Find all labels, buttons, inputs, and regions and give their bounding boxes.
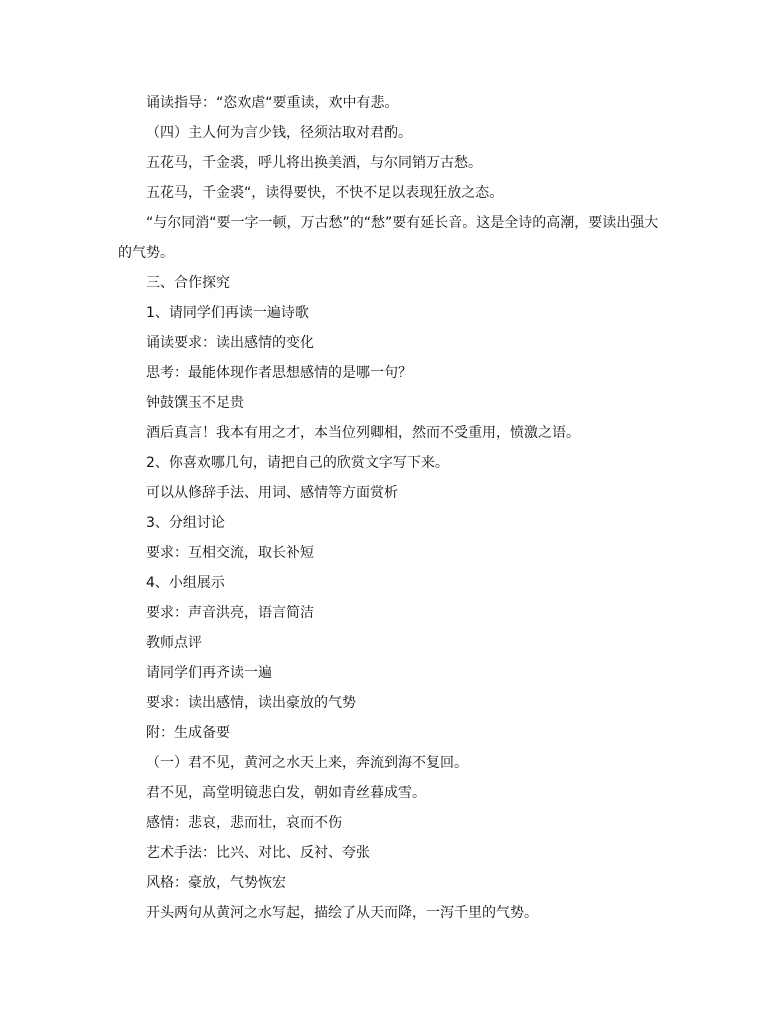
paragraph: （一）君不见，黄河之水天上来，奔流到海不复回。	[146, 755, 468, 771]
document-body	[118, 88, 666, 928]
paragraph: 钟鼓馔玉不足贵	[146, 395, 244, 411]
paragraph: 2、你喜欢哪几句，请把自己的欣赏文字写下来。	[146, 455, 449, 471]
paragraph: 君不见，高堂明镜悲白发，朝如青丝暮成雪。	[146, 785, 426, 801]
paragraph: 3、分组讨论	[146, 515, 225, 531]
paragraph: 要求：读出感情，读出豪放的气势	[146, 695, 356, 711]
paragraph: 4、小组展示	[146, 575, 225, 591]
paragraph: 诵读指导：“恣欢虐“要重读，欢中有悲。	[146, 95, 399, 111]
paragraph: “与尔同消“要一字一顿，万古愁”的“愁”要有延长音。这是全诗的高潮，要读出强大的气势。	[118, 215, 659, 261]
section-heading: 三、合作探究	[146, 275, 230, 291]
paragraph: 要求：互相交流，取长补短	[146, 545, 314, 561]
paragraph: 风格：豪放，气势恢宏	[146, 875, 286, 891]
paragraph: 五花马，千金裘，呼儿将出换美酒，与尔同销万古愁。	[146, 155, 482, 171]
paragraph: 开头两句从黄河之水写起，描绘了从天而降，一泻千里的气势。	[146, 905, 538, 921]
paragraph: 1、请同学们再读一遍诗歌	[146, 305, 309, 321]
paragraph: 教师点评	[146, 635, 202, 651]
paragraph: 可以从修辞手法、用词、感情等方面赏析	[146, 485, 398, 501]
paragraph: 思考：最能体现作者思想感情的是哪一句？	[146, 365, 412, 381]
paragraph: 五花马，千金裘“，读得要快，不快不足以表现狂放之态。	[146, 185, 504, 201]
paragraph: 酒后真言！我本有用之才，本当位列卿相，然而不受重用，愤激之语。	[146, 425, 580, 441]
paragraph: 附：生成备要	[146, 725, 230, 741]
paragraph: 要求：声音洪亮，语言简洁	[146, 605, 314, 621]
paragraph: 艺术手法：比兴、对比、反衬、夸张	[146, 845, 370, 861]
paragraph: （四）主人何为言少钱，径须沽取对君酌。	[146, 125, 412, 141]
paragraph: 请同学们再齐读一遍	[146, 665, 272, 681]
paragraph: 感情：悲哀，悲而壮，哀而不伤	[146, 815, 342, 831]
paragraph: 诵读要求：读出感情的变化	[146, 335, 314, 351]
